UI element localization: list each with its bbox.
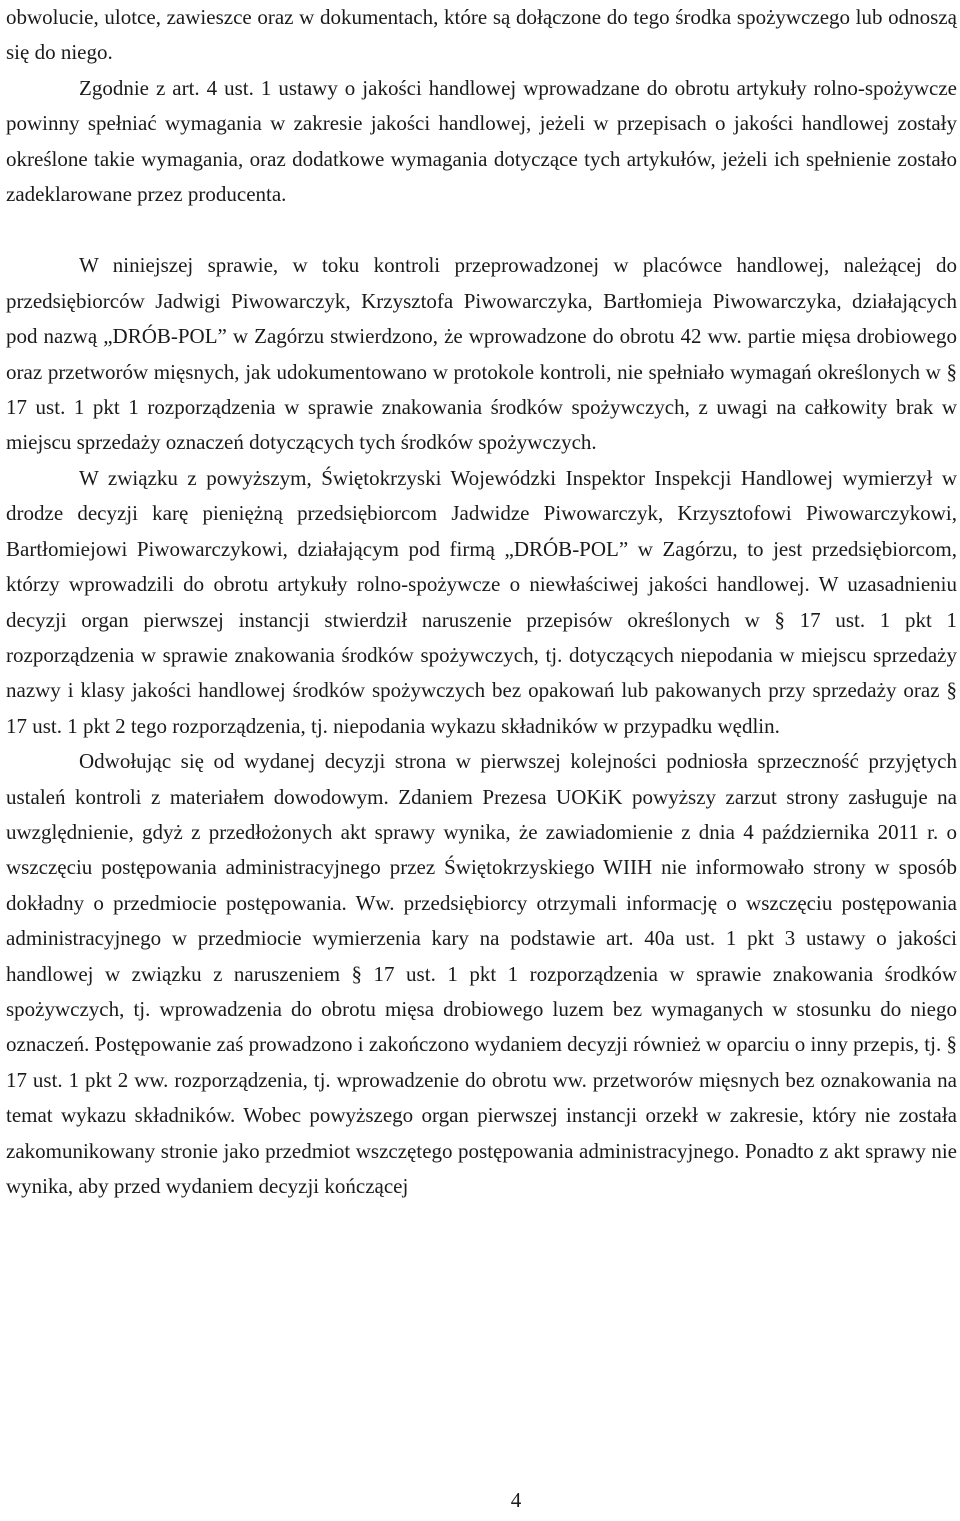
- paragraph-penalty-decision: W związku z powyższym, Świętokrzyski Wojewódzki Inspektor Inspekcji Handlowej wymierzył w drodze decyzji karę pieniężną przedsiębiorcom Jadwidze Piwowarczyk, Krzysztofowi Piwowarczykowi, Bartłomiejowi Piwowarczykowi, działającym pod firmą „DRÓB-POL” w Zagórzu, to jest przedsiębiorcom, którzy wprowadzili do obrotu artykuły rolno-spożywcze o niewłaściwej jakości handlowej. W uzasadnieniu decyzji organ pierwszej instancji stwierdził naruszenie przepisów określonych w § 17 ust. 1 pkt 1 rozporządzenia w sprawie znakowania środków spożywczych, tj. dotyczących niepodania w miejscu sprzedaży nazwy i klasy jakości handlowej środków spożywczych bez opakowań lub pakowanych przy sprzedaży oraz § 17 ust. 1 pkt 2 tego rozporządzenia, tj. niepodania wykazu składników w przypadku wędlin.: [6, 465, 957, 738]
- paragraph-continuation: obwolucie, ulotce, zawieszce oraz w dokumentach, które są dołączone do tego środka spożywczego lub odnoszą się do niego.: [6, 5, 957, 65]
- paragraph-art4: Zgodnie z art. 4 ust. 1 ustawy o jakości handlowej wprowadzane do obrotu artykuły rolno-spożywcze powinny spełniać wymagania w zakresie jakości handlowej, jeżeli w przepisach o jakości handlowej zostały określone takie wymagania, oraz dodatkowe wymagania dotyczące tych artykułów, jeżeli ich spełnienie zostało zadeklarowane przez producenta.: [6, 75, 957, 207]
- paragraph-case-facts: W niniejszej sprawie, w toku kontroli przeprowadzonej w placówce handlowej, należącej do przedsiębiorców Jadwigi Piwowarczyk, Krzysztofa Piwowarczyka, Bartłomieja Piwowarczyka, działających pod nazwą „DRÓB-POL” w Zagórzu stwierdzono, że wprowadzone do obrotu 42 ww. partie mięsa drobiowego oraz przetworów mięsnych, jak udokumentowano w protokole kontroli, nie spełniało wymagań określonych w § 17 ust. 1 pkt 1 rozporządzenia w sprawie znakowania środków spożywczych, z uwagi na całkowity brak w miejscu sprzedaży oznaczeń dotyczących tych środków spożywczych.: [6, 253, 957, 455]
- page-number: 4: [510, 1488, 522, 1512]
- paragraph-appeal: Odwołując się od wydanej decyzji strona w pierwszej kolejności podniosła sprzeczność przyjętych ustaleń kontroli z materiałem dowodowym. Zdaniem Prezesa UOKiK powyższy zarzut strony zasługuje na uwzględnienie, gdyż z przedłożonych akt sprawy wynika, że zawiadomienie z dnia 4 października 2011 r. o wszczęciu postępowania administracyjnego przez Świętokrzyskiego WIIH nie informowało strony w sposób dokładny o przedmiocie postępowania. Ww. przedsiębiorcy otrzymali informację o wszczęciu postępowania administracyjnego w przedmiocie wymierzenia kary na podstawie art. 40a ust. 1 pkt 3 ustawy o jakości handlowej w związku z naruszeniem § 17 ust. 1 pkt 1 rozporządzenia w sprawie znakowania środków spożywczych, tj. wprowadzenia do obrotu mięsa drobiowego luzem bez wymaganych w stosunku do niego oznaczeń. Postępowanie zaś prowadzono i zakończono wydaniem decyzji również w oparciu o inny przepis, tj. § 17 ust. 1 pkt 2 ww. rozporządzenia, tj. wprowadzenie do obrotu ww. przetworów mięsnych bez oznakowania na temat wykazu składników. Wobec powyższego organ pierwszej instancji orzekł w zakresie, który nie została zakomunikowany stronie jako przedmiot wszczętego postępowania administracyjnego. Ponadto z akt sprawy nie wynika, aby przed wydaniem decyzji kończącej: [6, 749, 957, 1198]
- document-body: [6, 0, 957, 1204]
